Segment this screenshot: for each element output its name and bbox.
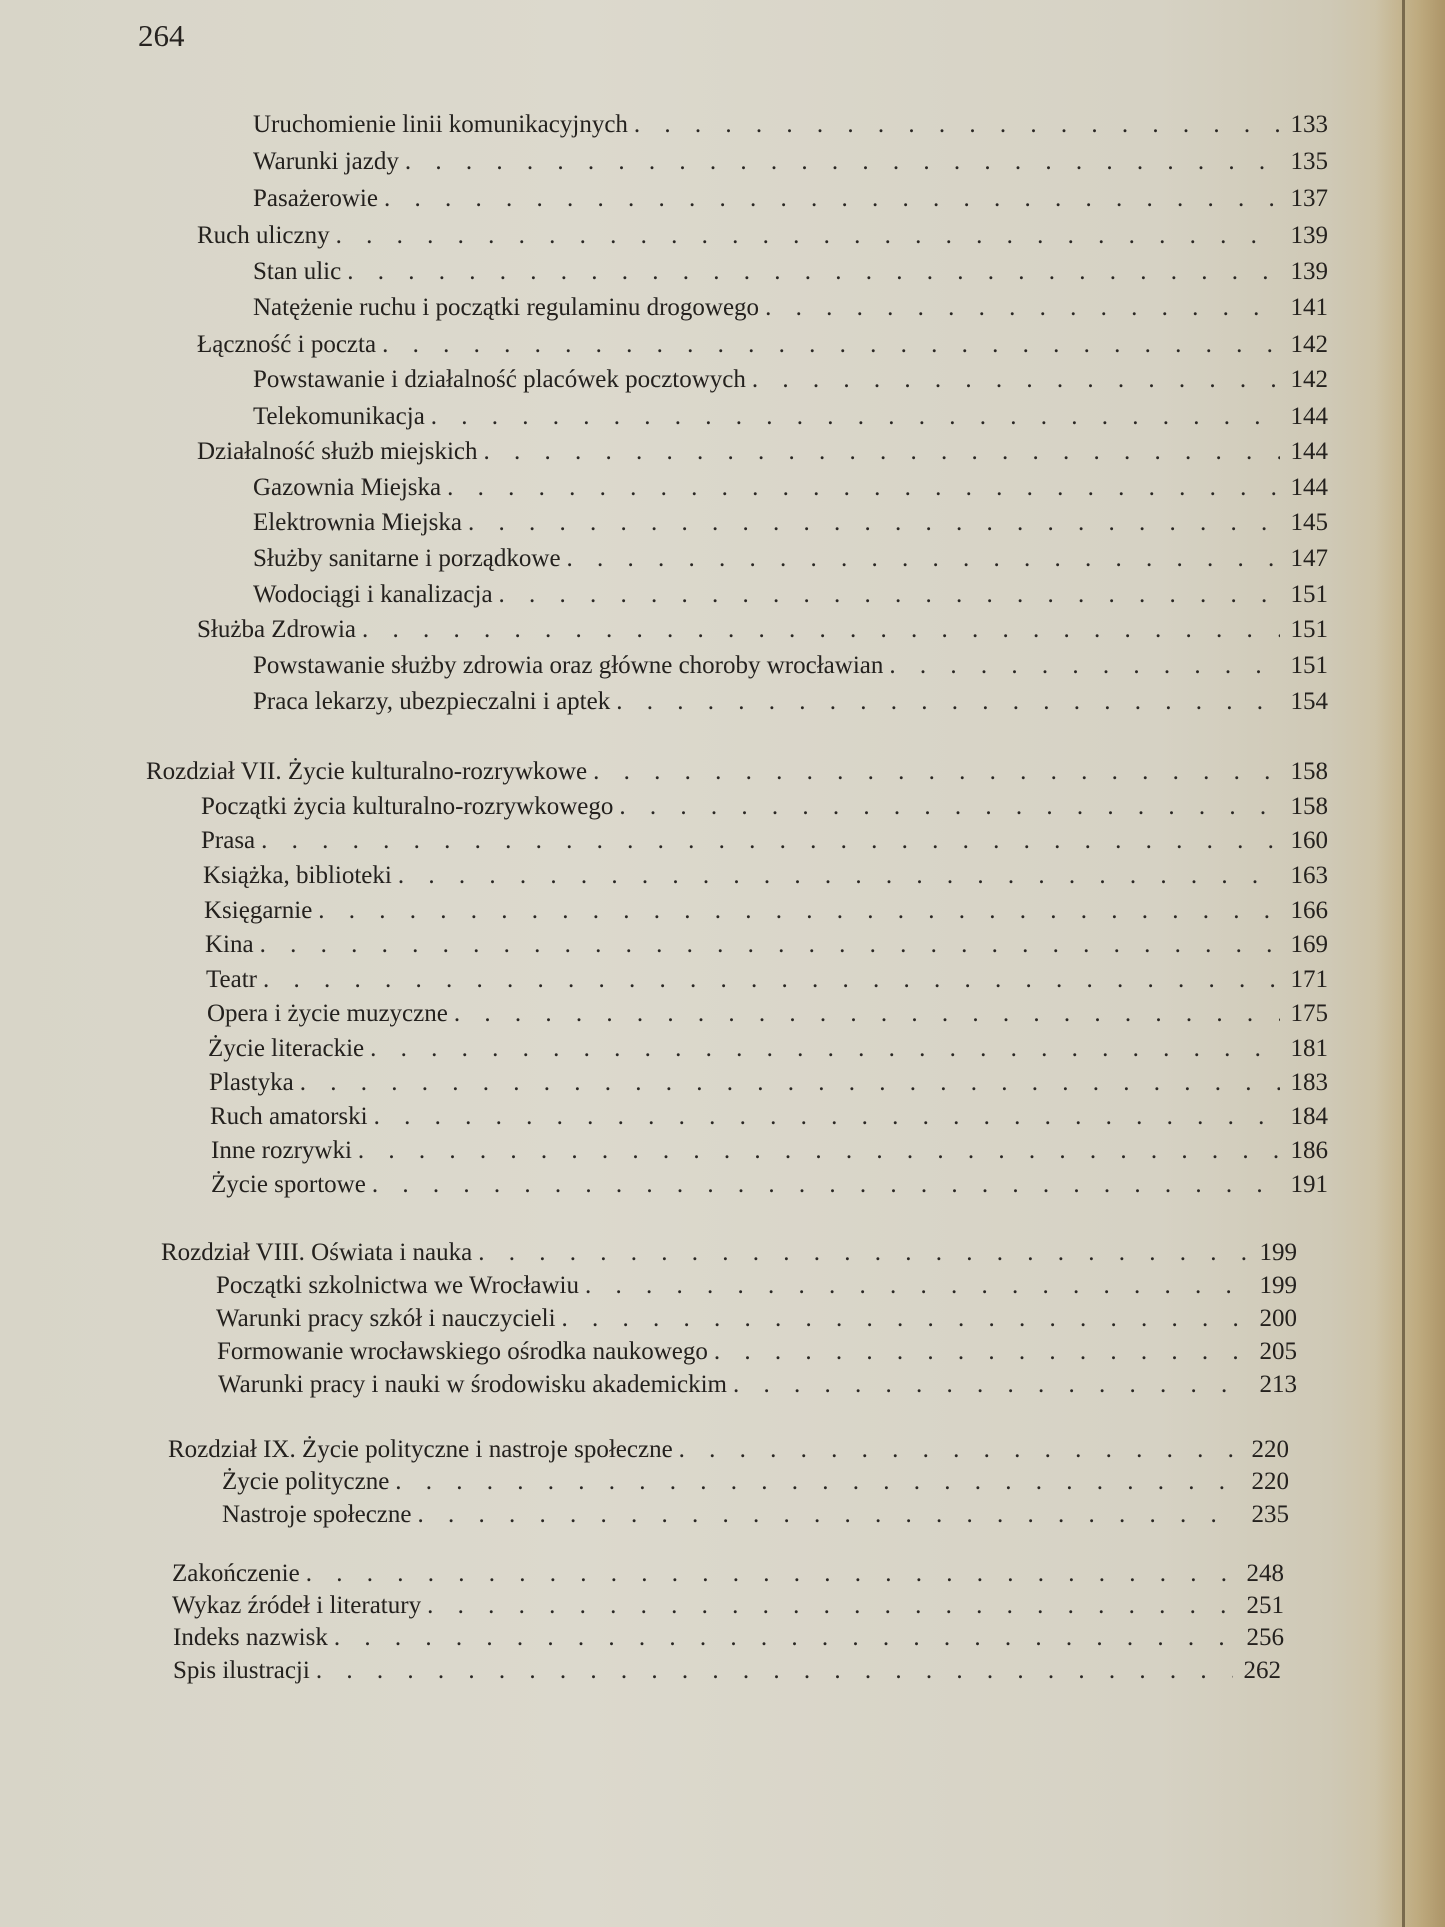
toc-entry-page: 144 (1290, 438, 1328, 465)
toc-leader-dots (679, 1433, 1241, 1467)
toc-entry-title: Działalność służb miejskich (197, 438, 478, 465)
toc-entry-title: Natężenie ruchu i początki regulaminu drogowego (253, 294, 760, 321)
toc-leader-dots (478, 1236, 1249, 1270)
toc-entry-title: Warunki jazdy (253, 148, 399, 175)
toc-entry-page: 220 (1251, 1436, 1289, 1463)
toc-entry-page: 235 (1251, 1501, 1289, 1528)
toc-chapter-entry (168, 1433, 1289, 1467)
toc-entry (208, 1032, 1328, 1066)
toc-leader-dots (454, 997, 1280, 1031)
toc-entry-page: 171 (1290, 966, 1328, 993)
toc-entry (222, 1498, 1289, 1532)
toc-leader-dots (585, 1269, 1249, 1303)
toc-entry-page: 142 (1290, 331, 1328, 358)
toc-leader-dots (382, 328, 1280, 362)
toc-leader-dots (318, 894, 1280, 928)
toc-entry (203, 859, 1328, 893)
toc-entry-page: 183 (1290, 1069, 1328, 1096)
toc-entry (210, 1100, 1328, 1134)
toc-entry (253, 400, 1328, 434)
toc-entry (173, 1621, 1284, 1655)
toc-entry (211, 1168, 1328, 1202)
toc-entry-page: 213 (1259, 1371, 1297, 1398)
toc-entry (204, 894, 1328, 928)
toc-leader-dots (447, 471, 1280, 505)
toc-leader-dots (362, 613, 1280, 647)
toc-entry (197, 613, 1328, 647)
toc-leader-dots (300, 1066, 1280, 1100)
toc-entry (172, 1557, 1284, 1591)
toc-entry-title: Gazownia Miejska (253, 474, 442, 501)
toc-entry (253, 506, 1328, 540)
toc-leader-dots (347, 255, 1280, 289)
toc-entry (216, 1302, 1297, 1336)
toc-entry-title: Teatr (206, 966, 257, 993)
toc-entry-page: 137 (1290, 185, 1328, 212)
toc-entry (253, 108, 1328, 142)
toc-entry-page: 141 (1290, 294, 1328, 321)
toc-entry-title: Kina (205, 931, 254, 958)
toc-leader-dots (372, 1168, 1280, 1202)
toc-entry-title: Elektrownia Miejska (253, 509, 462, 536)
toc-leader-dots (468, 506, 1280, 540)
toc-entry (197, 435, 1328, 469)
toc-entry-title: Stan ulic (253, 258, 342, 285)
toc-entry-title: Prasa (201, 827, 256, 854)
toc-entry-title: Powstawanie i działalność placówek pocztowych (253, 366, 746, 393)
toc-entry-page: 248 (1246, 1560, 1284, 1587)
toc-leader-dots (427, 1589, 1236, 1623)
toc-entry-title: Zakończenie (172, 1560, 300, 1587)
toc-entry-title: Księgarnie (204, 897, 313, 924)
toc-leader-dots (593, 755, 1280, 789)
toc-entry (197, 328, 1328, 362)
toc-leader-dots (395, 1465, 1241, 1499)
toc-entry-page: 158 (1290, 758, 1328, 785)
toc-entry-page: 199 (1259, 1239, 1297, 1266)
toc-entry-title: Początki szkolnictwa we Wrocławiu (216, 1272, 580, 1299)
toc-entry-title: Praca lekarzy, ubezpieczalni i aptek (253, 688, 611, 715)
toc-entry-page: 251 (1246, 1592, 1284, 1619)
toc-entry-page: 142 (1290, 366, 1328, 393)
toc-leader-dots (334, 1621, 1236, 1655)
toc-entry-title: Telekomunikacja (253, 403, 425, 430)
toc-entry (253, 685, 1328, 719)
toc-entry-page: 144 (1290, 474, 1328, 501)
toc-entry-title: Nastroje społeczne (222, 1501, 412, 1528)
toc-leader-dots (370, 1032, 1280, 1066)
toc-entry (205, 928, 1328, 962)
toc-leader-dots (562, 1302, 1249, 1336)
toc-entry-page: 191 (1290, 1171, 1328, 1198)
toc-entry-page: 133 (1290, 111, 1328, 138)
toc-leader-dots (567, 542, 1280, 576)
toc-entry-title: Rozdział VIII. Oświata i nauka (161, 1239, 473, 1266)
toc-entry-title: Wodociągi i kanalizacja (253, 581, 493, 608)
toc-entry (253, 578, 1328, 612)
toc-entry-page: 169 (1290, 931, 1328, 958)
toc-leader-dots (405, 145, 1280, 179)
toc-entry (253, 255, 1328, 289)
toc-leader-dots (261, 824, 1280, 858)
toc-entry-page: 158 (1290, 793, 1328, 820)
toc-entry-page: 139 (1290, 258, 1328, 285)
toc-entry-page: 181 (1290, 1035, 1328, 1062)
toc-leader-dots (263, 963, 1280, 997)
toc-entry (211, 1134, 1328, 1168)
toc-leader-dots (714, 1335, 1249, 1369)
toc-entry-title: Książka, biblioteki (203, 862, 392, 889)
toc-leader-dots (634, 108, 1280, 142)
toc-entry-page: 205 (1259, 1338, 1297, 1365)
toc-entry (218, 1368, 1297, 1402)
toc-leader-dots (765, 291, 1280, 325)
toc-entry (201, 790, 1328, 824)
toc-entry-title: Początki życia kulturalno-rozrywkowego (201, 793, 614, 820)
toc-entry-page: 186 (1290, 1137, 1328, 1164)
toc-entry-page: 145 (1290, 509, 1328, 536)
toc-entry-title: Spis ilustracji (173, 1657, 310, 1684)
toc-entry-page: 256 (1246, 1624, 1284, 1651)
toc-leader-dots (483, 435, 1280, 469)
toc-entry-title: Plastyka (209, 1069, 294, 1096)
toc-leader-dots (889, 649, 1280, 683)
toc-entry-title: Rozdział VII. Życie kulturalno-rozrywkowe (146, 758, 588, 785)
toc-entry-title: Formowanie wrocławskiego ośrodka naukowego (217, 1338, 708, 1365)
toc-entry (253, 145, 1328, 179)
toc-entry-page: 160 (1290, 827, 1328, 854)
toc-entry-title: Życie sportowe (211, 1171, 366, 1198)
toc-entry-title: Uruchomienie linii komunikacyjnych (253, 111, 628, 138)
toc-entry-title: Łączność i poczta (197, 331, 377, 358)
toc-entry (209, 1066, 1328, 1100)
toc-entry-title: Życie literackie (208, 1035, 365, 1062)
toc-leader-dots (431, 400, 1280, 434)
toc-entry (253, 291, 1328, 325)
toc-entry-page: 199 (1259, 1272, 1297, 1299)
toc-entry-title: Służba Zdrowia (197, 616, 356, 643)
toc-entry-page: 163 (1290, 862, 1328, 889)
toc-entry-title: Warunki pracy szkół i nauczycieli (216, 1305, 556, 1332)
toc-entry-page: 154 (1290, 688, 1328, 715)
toc-entry-page: 147 (1290, 545, 1328, 572)
toc-entry (253, 471, 1328, 505)
toc-entry (222, 1465, 1289, 1499)
toc-entry (216, 1269, 1297, 1303)
toc-entry-page: 151 (1290, 652, 1328, 679)
toc-entry-title: Rozdział IX. Życie polityczne i nastroje społeczne (168, 1436, 673, 1463)
toc-entry-title: Wykaz źródeł i literatury (172, 1592, 422, 1619)
toc-entry-title: Indeks nazwisk (173, 1624, 328, 1651)
toc-entry-title: Powstawanie służby zdrowia oraz główne choroby wrocławian (253, 652, 884, 679)
toc-entry-page: 166 (1290, 897, 1328, 924)
toc-entry-page: 144 (1290, 403, 1328, 430)
toc-entry (253, 649, 1328, 683)
toc-entry-page: 184 (1290, 1103, 1328, 1130)
toc-entry (253, 182, 1328, 216)
toc-leader-dots (358, 1134, 1280, 1168)
toc-entry-title: Służby sanitarne i porządkowe (253, 545, 561, 572)
toc-leader-dots (398, 859, 1280, 893)
page-number: 264 (138, 18, 185, 53)
toc-leader-dots (336, 219, 1280, 253)
toc-entry-page: 151 (1290, 581, 1328, 608)
toc-entry-page: 220 (1251, 1468, 1289, 1495)
toc-leader-dots (499, 578, 1280, 612)
toc-entry (207, 997, 1328, 1031)
toc-entry (173, 1654, 1281, 1688)
toc-entry-page: 135 (1290, 148, 1328, 175)
toc-leader-dots (619, 790, 1280, 824)
toc-entry-page: 262 (1243, 1657, 1281, 1684)
toc-entry-title: Warunki pracy i nauki w środowisku akademickim (218, 1371, 727, 1398)
toc-entry-title: Opera i życie muzyczne (207, 1000, 448, 1027)
toc-leader-dots (418, 1498, 1241, 1532)
toc-leader-dots (616, 685, 1280, 719)
toc-chapter-entry (161, 1236, 1297, 1270)
toc-entry (253, 542, 1328, 576)
toc-entry (217, 1335, 1297, 1369)
toc-entry-title: Ruch amatorski (210, 1103, 368, 1130)
toc-entry-title: Pasażerowie (253, 185, 378, 212)
toc-entry-page: 200 (1259, 1305, 1297, 1332)
toc-entry (201, 824, 1328, 858)
toc-entry-page: 175 (1290, 1000, 1328, 1027)
toc-leader-dots (374, 1100, 1280, 1134)
toc-leader-dots (316, 1654, 1233, 1688)
toc-entry (172, 1589, 1284, 1623)
toc-leader-dots (306, 1557, 1236, 1591)
toc-leader-dots (752, 363, 1280, 397)
toc-chapter-entry (146, 755, 1328, 789)
toc-leader-dots (260, 928, 1280, 962)
toc-entry-title: Życie polityczne (222, 1468, 390, 1495)
toc-leader-dots (733, 1368, 1249, 1402)
toc-entry-page: 151 (1290, 616, 1328, 643)
toc-entry (197, 219, 1328, 253)
toc-entry-page: 139 (1290, 222, 1328, 249)
toc-entry-title: Ruch uliczny (197, 222, 330, 249)
toc-entry (253, 363, 1328, 397)
toc-entry (206, 963, 1328, 997)
toc-leader-dots (384, 182, 1280, 216)
toc-entry-title: Inne rozrywki (211, 1137, 352, 1164)
